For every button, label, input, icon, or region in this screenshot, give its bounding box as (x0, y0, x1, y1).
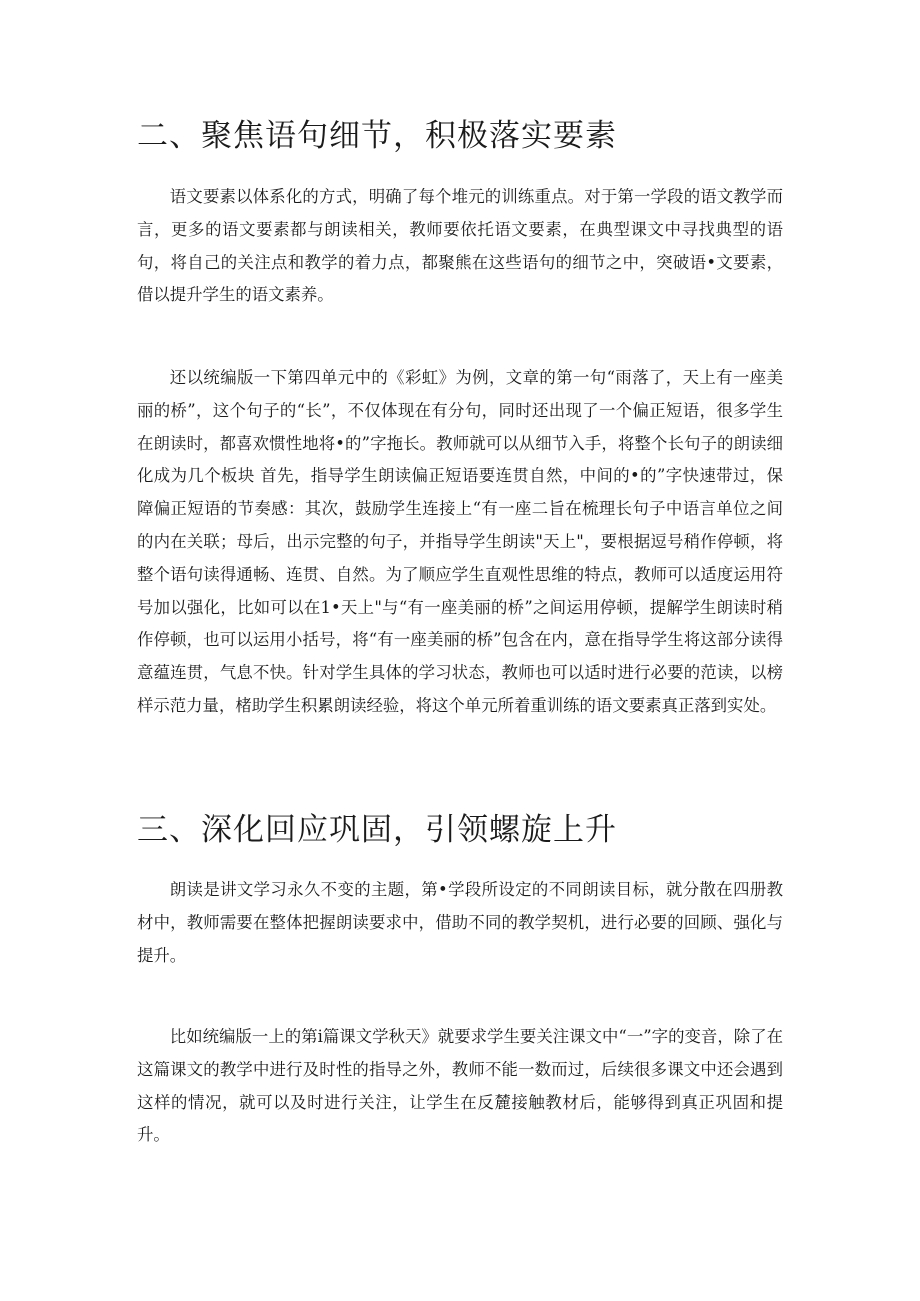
paragraph-rainbow-example: 还以统编版一下第四单元中的《彩虹》为例，文章的第一句“雨落了，天上有一座美丽的桥”，这个句子的“长”，不仅体现在有分句，同时还出现了一个偏正短语，很多学生在朗读时，都喜欢惯性地将•的”字拖长。教师就可以从细节入手，将整个长句子的朗读细化成为几个板块 首先，指导学生朗读偏正短语要连贯自然，中间的•的”字快速带过，保障偏正短语的节奏感：其次，鼓励学生连接上“有一座二旨在梳理长句子中语言单位之间的内在关联；母后，出示完整的句子，并指导学生朗读"天上"，要根据逗号稍作停顿，将整个语句读得通畅、连贯、自然。为了顺应学生直观性思维的特点，教师可以适度运用符号加以强化，比如可以在1•天上"与“有一座美丽的桥”之间运用停顿，提解学生朗读时稍作停顿，也可以运用小括号，将“有一座美丽的桥”包含在内，意在指导学生将这部分读得意蕴连贯，气息不快。针对学生具体的学习状态，教师也可以适时进行必要的范读，以榜样示范力量，楮助学生积累朗读经验，将这个单元所着重训练的语文要素真正落到实处。 (137, 368, 783, 715)
section-heading-2: 二、聚焦语句细节，积极落实要素 (137, 118, 617, 154)
paragraph-autumn-example: 比如统编版一上的第i篇课文学秋天》就要求学生要关注课文中“一”字的变音，除了在这篇课文的教学中进行及时性的指导之外，教师不能一数而过，后续很多课文中还会遇到这样的情况，就可以及时进行关注，让学生在反麓接触教材后，能够得到真正巩固和提升。 (137, 1027, 783, 1145)
paragraph-reading-theme: 朗读是讲文学习永久不变的主题，第•学段所设定的不同朗读目标，就分散在四册教材中，教师需要在整体把握朗读要求中，借助不同的教学契机，进行必要的回顾、强化与提升。 (137, 880, 783, 965)
section-heading-3: 三、深化回应巩固，引领螺旋上升 (137, 812, 617, 848)
paragraph-language-elements: 语文要素以体系化的方式，明确了每个堆元的训练重点。对于第一学段的语文教学而言，更多的语文要素都与朗读相关，教师要依托语文要素，在典型课文中寻找典型的语句，将自己的关注点和教学的着力点，都聚熊在这些语句的细节之中，突破语•文要素，借以提升学生的语文素养。 (137, 187, 783, 305)
